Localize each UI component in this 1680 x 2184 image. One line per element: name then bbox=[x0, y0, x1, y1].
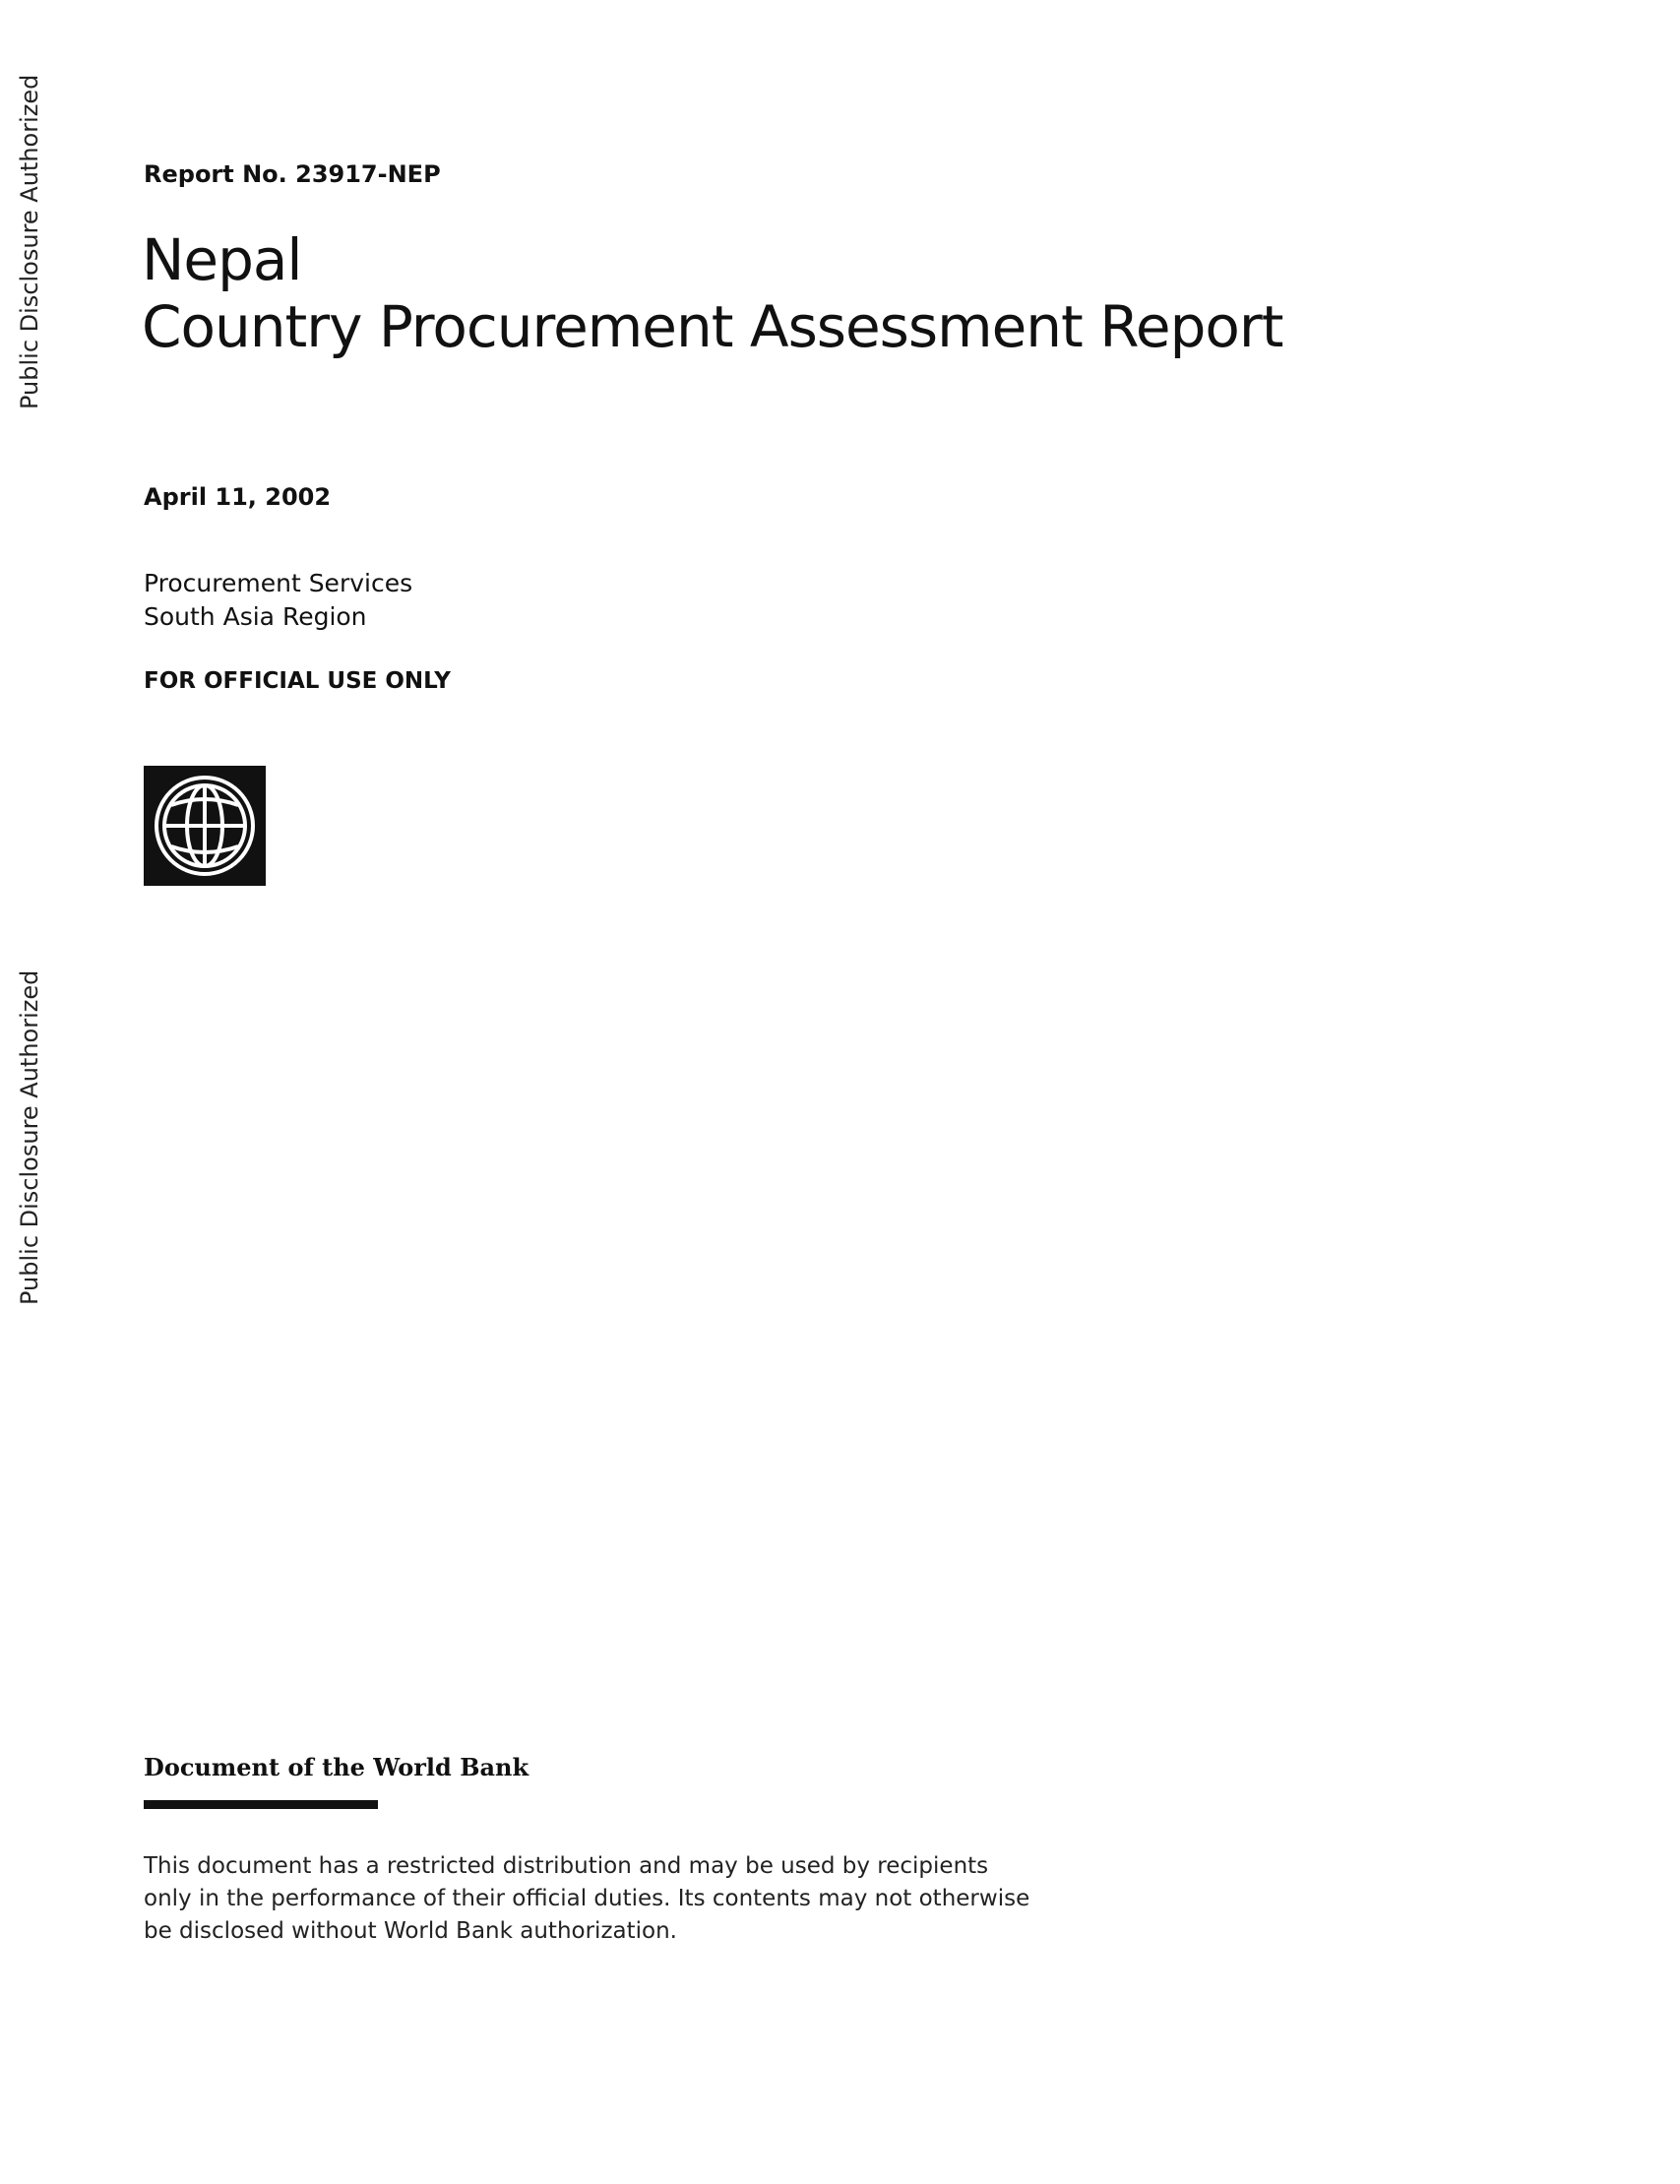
report-title bbox=[142, 226, 1283, 360]
disclaimer-line-1: This document has a restricted distribution and may be used by recipients bbox=[144, 1853, 989, 1879]
disclaimer-line-2: only in the performance of their official duties. Its contents may not otherwise bbox=[144, 1886, 1030, 1911]
disclosure-stamp-middle: Public Disclosure Authorized bbox=[16, 969, 43, 1305]
footer-rule bbox=[144, 1800, 378, 1809]
title-report-name: Country Procurement Assessment Report bbox=[142, 293, 1283, 360]
title-country: Nepal bbox=[142, 226, 302, 293]
disclosure-stamp-top: Public Disclosure Authorized bbox=[16, 74, 43, 409]
department-unit: Procurement Services bbox=[144, 569, 413, 597]
department-block bbox=[144, 567, 412, 634]
classification-label: FOR OFFICIAL USE ONLY bbox=[144, 668, 451, 694]
world-bank-globe-icon bbox=[144, 766, 266, 886]
document-of-world-bank: Document of the World Bank bbox=[144, 1753, 529, 1781]
disclaimer-line-3: be disclosed without World Bank authorization. bbox=[144, 1918, 677, 1944]
report-number: Report No. 23917-NEP bbox=[144, 160, 441, 188]
department-region: South Asia Region bbox=[144, 602, 367, 631]
distribution-disclaimer bbox=[144, 1850, 1108, 1948]
report-date: April 11, 2002 bbox=[144, 483, 332, 511]
